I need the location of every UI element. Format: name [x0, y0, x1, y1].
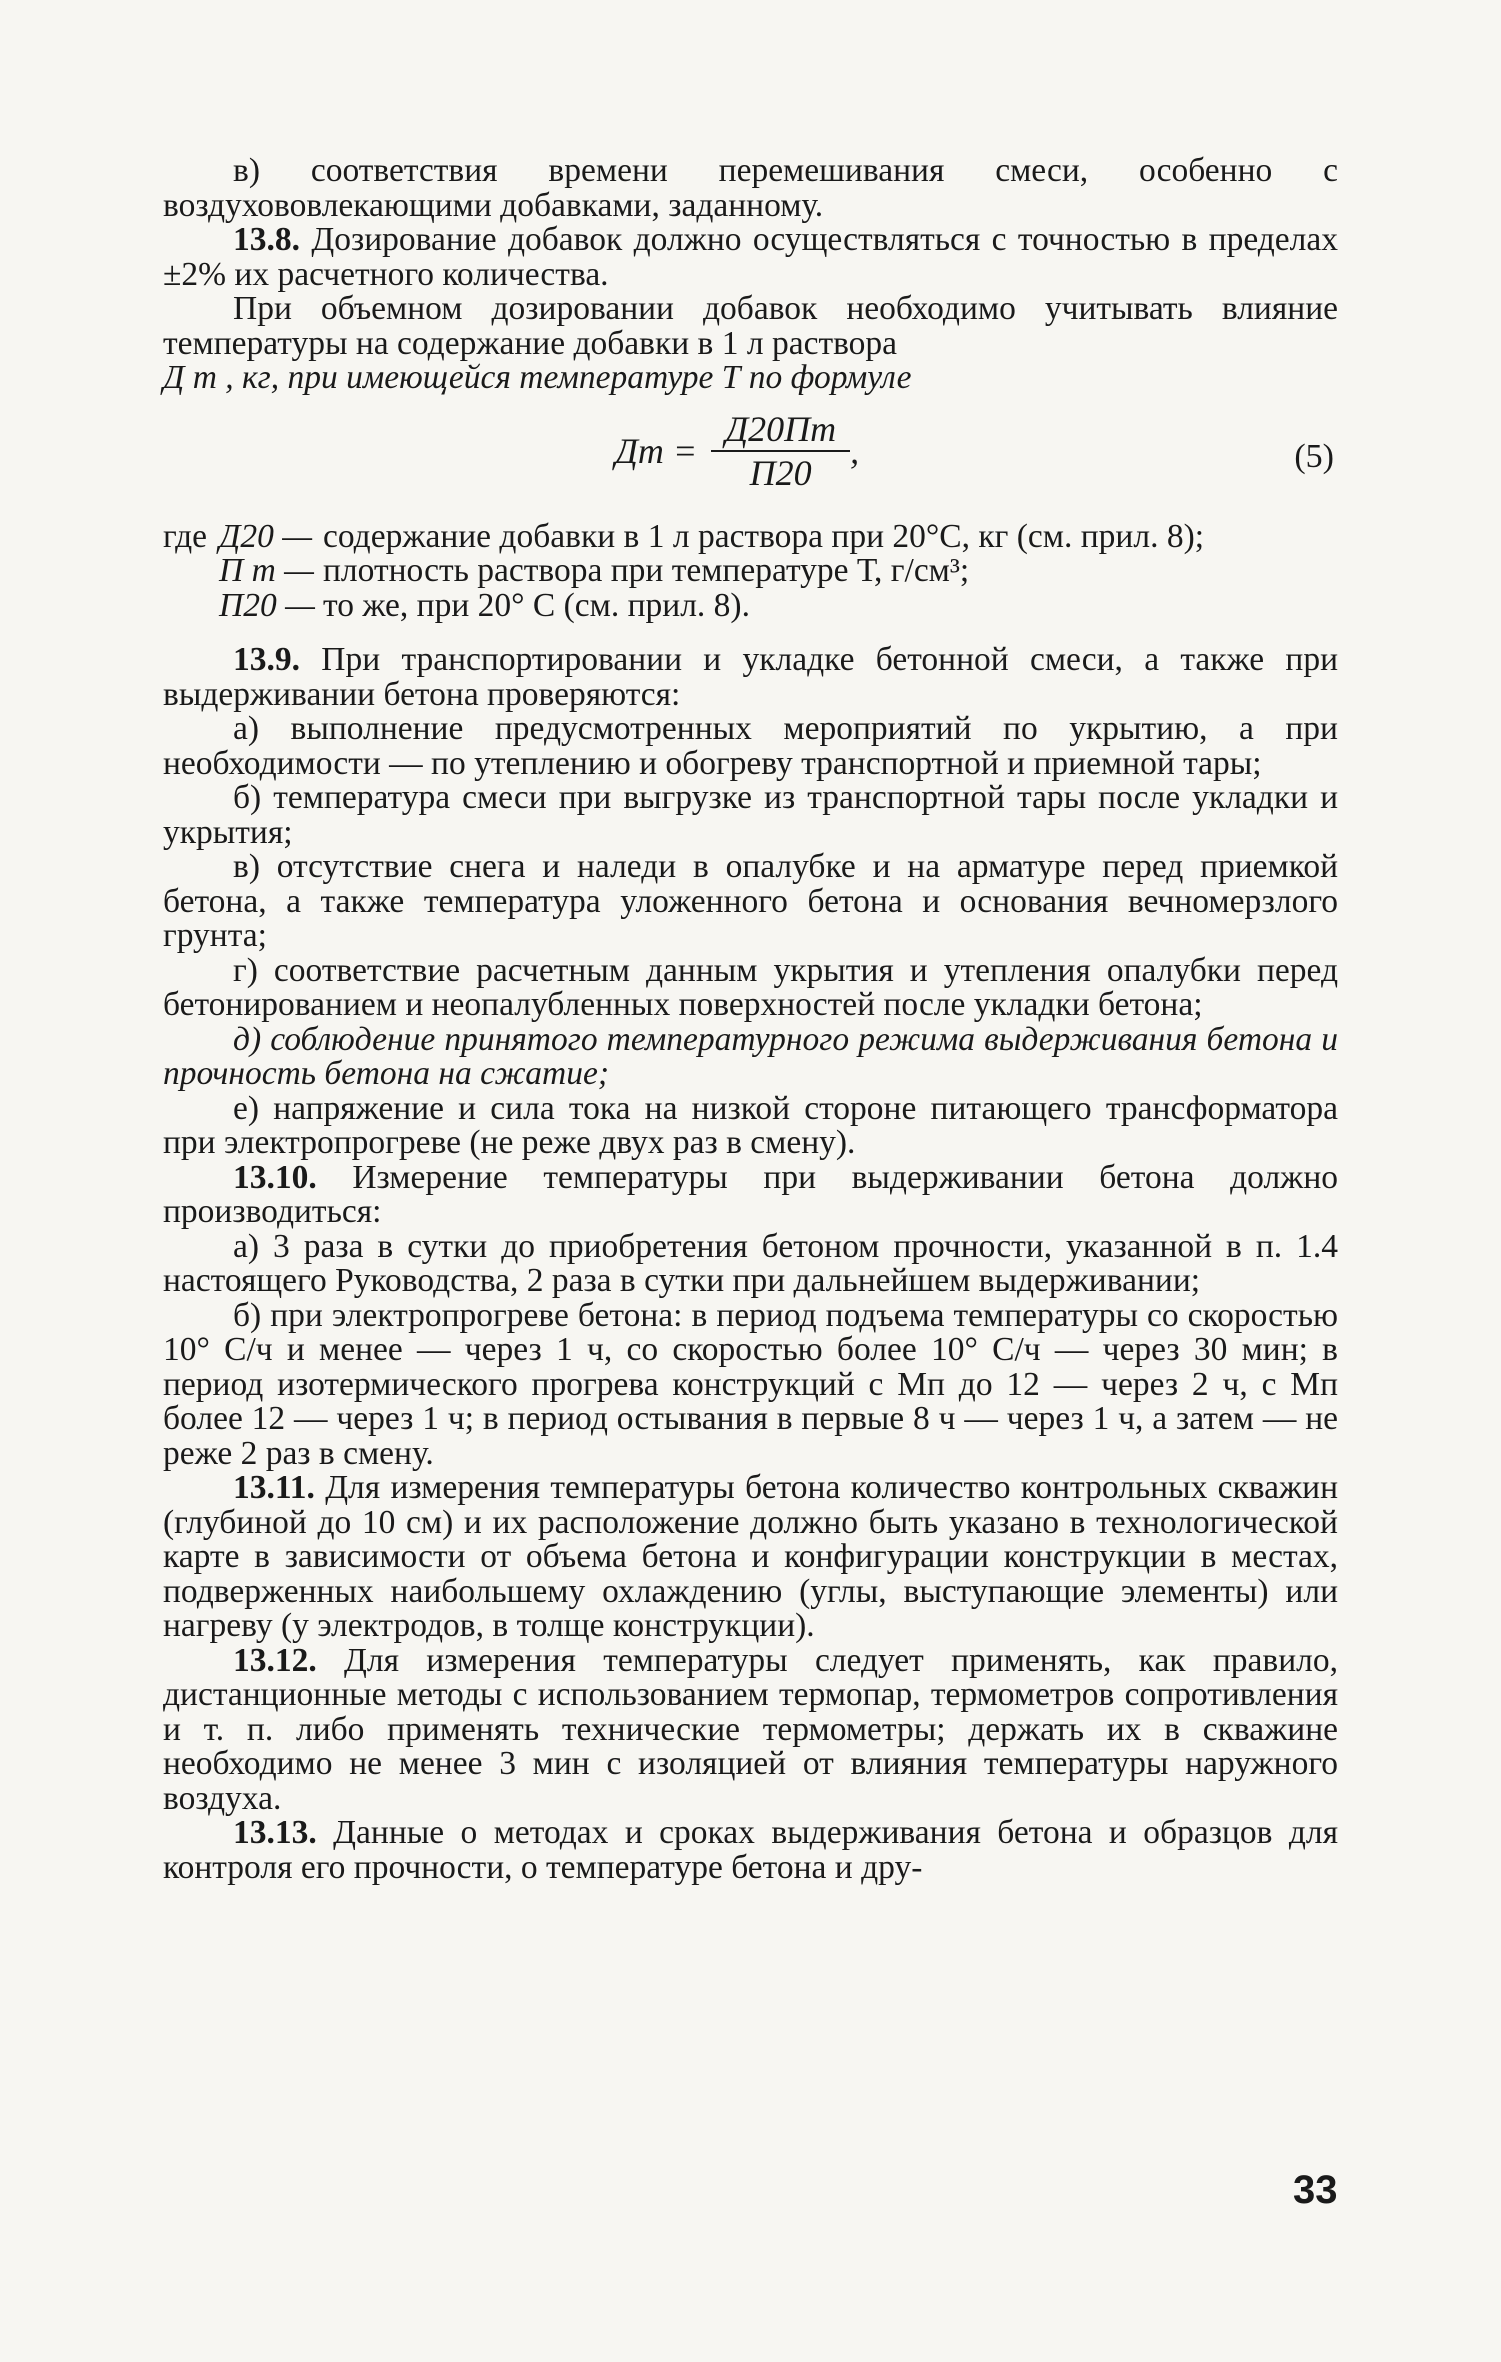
formula-lhs: Дт =: [615, 430, 698, 471]
paragraph-text: Для измерения температуры бетона количество контрольных скважин (глубиной до 10 см) и их расположение должно быть указано в технологической карте в зависимости от объема бетона и конфигурации конструкции в местах, подверженных наибольшему охлаждению (углы, выступающие элементы) или нагреву (у электродов, в толще конструкции).: [163, 1469, 1338, 1644]
section-number: 13.13.: [233, 1814, 317, 1851]
where-item-0: [163, 517, 1338, 555]
list-item: е) напряжение и сила тока на низкой стороне питающего трансформатора при электропрогреве (не реже двух раз в смену).: [163, 1089, 1338, 1161]
paragraph-text: Данные о методах и сроках выдерживания бетона и образцов для контроля его прочности, о температуре бетона и дру-: [163, 1814, 1338, 1886]
list-item: г) соответствие расчетным данным укрытия и утепления опалубки перед бетонированием и неопалубленных поверхностей после укладки бетона;: [163, 951, 1338, 1023]
paragraph-13-11: [163, 1471, 1338, 1644]
paragraph-13-13: [163, 1816, 1338, 1885]
body-text: [163, 154, 1338, 1885]
paragraph-13-10: [163, 1158, 1338, 1230]
paragraph-text: При транспортировании и укладке бетонной смеси, а также при выдерживании бетона проверяются:: [163, 641, 1339, 713]
formula: [615, 408, 860, 493]
where-label: где: [163, 517, 207, 555]
section-number: 13.9.: [233, 641, 300, 678]
where-definition: плотность раствора при температуре Т, г/см³;: [323, 552, 970, 589]
section-number: 13.8.: [233, 221, 300, 258]
paragraph-volume-dt: Д т , кг, при имеющейся температуре Т по формуле: [163, 359, 912, 396]
where-item-1: [219, 554, 1338, 589]
formula-comma: ,: [850, 430, 860, 471]
formula-numerator: Д20Пт: [711, 412, 850, 453]
list-item: б) температура смеси при выгрузке из транспортной тары после укладки и укрытия;: [163, 779, 1338, 851]
where-definition: содержание добавки в 1 л раствора при 20°С, кг (см. прил. 8);: [323, 517, 1205, 555]
paragraph-volume-intro: При объемном дозировании добавок необходимо учитывать влияние температуры на содержание добавки в 1 л раствора: [163, 290, 1338, 362]
list-item: а) выполнение предусмотренных мероприятий по укрытию, а при необходимости — по утеплению и обогреву транспортной и приемной тары;: [163, 710, 1338, 782]
formula-fraction: [711, 408, 850, 493]
where-symbol: П т —: [219, 552, 314, 589]
paragraph-text: Дозирование добавок должно осуществляться с точностью в пределах ±2% их расчетного количества.: [163, 221, 1339, 293]
paragraph-text: Для измерения температуры следует применять, как правило, дистанционные методы с использованием термопар, термометров сопротивления и т. п. либо применять технические термометры; держать их в скважине необходимо не менее 3 мин с изоляцией от влияния температуры наружного воздуха.: [163, 1641, 1338, 1817]
list-item: б) при электропрогреве бетона: в период подъема температуры со скоростью 10° С/ч и менее — через 1 ч, со скоростью более 10° С/ч — через 30 мин; в период изотермического прогрева конструкций с Мп до 12 — через 2 ч, с Мп более 12 — через 1 ч; в период остывания в первые 8 ч — через 1 ч, а затем — не реже 2 раз в смену.: [163, 1296, 1338, 1472]
where-symbol: П20 —: [219, 586, 315, 624]
page-number: 33: [1293, 2168, 1338, 2212]
paragraph-text: Измерение температуры при выдерживании бетона должно производиться:: [163, 1158, 1338, 1230]
where-definition: то же, при 20° С (см. прил. 8).: [323, 586, 750, 624]
formula-denominator: П20: [749, 453, 812, 493]
paragraph-13-8: [163, 223, 1338, 292]
list-item: д) соблюдение принятого температурного режима выдерживания бетона и прочность бетона на сжатие;: [163, 1020, 1338, 1092]
section-number: 13.11.: [233, 1469, 315, 1506]
section-number: 13.10.: [233, 1158, 317, 1196]
formula-block: [163, 400, 1338, 518]
list-item: в) отсутствие снега и наледи в опалубке и на арматуре перед приемкой бетона, а также температура уложенного бетона и основания вечномерзлого грунта;: [163, 848, 1338, 954]
paragraph-13-12: [163, 1641, 1338, 1817]
list-item: а) 3 раза в сутки до приобретения бетоном прочности, указанной в п. 1.4 настоящего Руководства, 2 раза в сутки при дальнейшем выдерживании;: [163, 1227, 1338, 1299]
formula-number: (5): [1294, 437, 1334, 475]
where-symbol: Д20 —: [219, 517, 312, 555]
paragraph-v-mixing: в) соответствия времени перемешивания смеси, особенно с воздухововлекающими добавками, заданному.: [163, 152, 1338, 224]
where-item-2: [219, 586, 1338, 624]
section-number: 13.12.: [233, 1641, 317, 1679]
paragraph-13-9: [163, 643, 1338, 712]
